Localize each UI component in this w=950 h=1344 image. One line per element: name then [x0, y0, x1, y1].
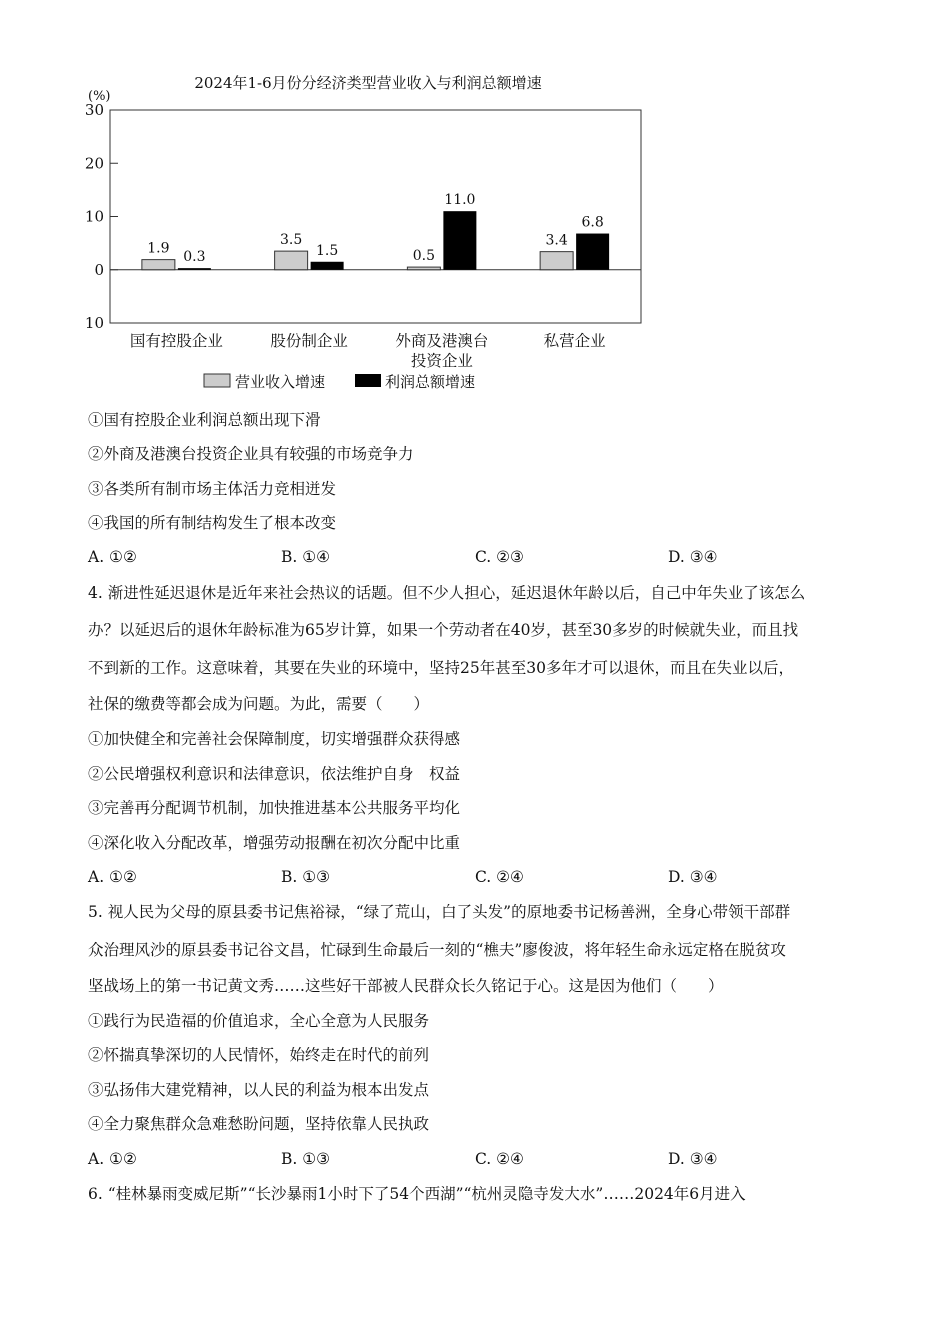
q4-stem-line-4: 社保的缴费等都会成为问题。为此，需要（ ） — [88, 695, 430, 713]
bar-revenue — [142, 260, 175, 270]
y-tick-label: 0 — [94, 260, 104, 279]
q4-stem-line-3: 不到新的工作。这意味着，其要在失业的环境中，坚持25年甚至30多年才可以退休，而且在失业以后， — [88, 659, 794, 677]
bar-profit — [178, 268, 211, 270]
bar-value-label: 0.3 — [183, 249, 206, 266]
q6-stem-line-1: 6. “桂林暴雨变威尼斯”“长沙暴雨1小时下了54个西湖”“杭州灵隐寺发大水”……2024年6月进入 — [88, 1185, 746, 1203]
bar-profit — [311, 262, 344, 270]
q4-option-1: ①加快健全和完善社会保障制度，切实增强群众获得感 — [88, 730, 461, 748]
bar-revenue — [540, 252, 573, 270]
y-tick-label: 20 — [84, 154, 104, 173]
q5-option-3: ③弘扬伟大建党精神，以人民的利益为根本出发点 — [88, 1081, 430, 1099]
plot-frame — [110, 110, 641, 323]
q5-stem-line-1: 5. 视人民为父母的原县委书记焦裕禄，“绿了荒山，白了头发”的原地委书记杨善洲，全身心带领干部群 — [88, 903, 791, 921]
legend-swatch-revenue — [204, 374, 230, 387]
bar-profit — [443, 211, 476, 270]
legend-swatch-profit — [355, 374, 381, 387]
bar-value-label: 11.0 — [444, 192, 476, 209]
q4-stem-line-2: 办？以延迟后的退休年龄标准为65岁计算，如果一个劳动者在40岁，甚至30多岁的时候就失业，而且找 — [88, 621, 799, 639]
q4-option-2: ②公民增强权利意识和法律意识，依法维护自身 权益 — [88, 765, 461, 783]
bar-chart — [0, 0, 950, 400]
legend-label-profit: 利润总额增速 — [385, 373, 476, 391]
category-label: 股份制企业 — [270, 332, 348, 350]
q4-choice-c[interactable]: C. ②④ — [475, 868, 524, 886]
q4-choice-d[interactable]: D. ③④ — [668, 868, 718, 886]
bar-value-label: 0.5 — [412, 248, 436, 265]
bar-value-label: 1.5 — [315, 242, 339, 259]
q5-choice-d[interactable]: D. ③④ — [668, 1150, 718, 1168]
legend — [204, 373, 475, 391]
q5-choice-a[interactable]: A. ①② — [88, 1150, 137, 1168]
q5-stem-line-3: 坚战场上的第一书记黄文秀……这些好干部被人民群众长久铭记于心。这是因为他们（ ） — [88, 977, 724, 995]
q3-choice-c[interactable]: C. ②③ — [475, 548, 524, 566]
q4-option-4: ④深化收入分配改革，增强劳动报酬在初次分配中比重 — [88, 834, 461, 852]
q4-choice-b[interactable]: B. ①③ — [281, 868, 331, 886]
q3-option-2: ②外商及港澳台投资企业具有较强的市场竞争力 — [88, 445, 414, 463]
bar-value-label: 6.8 — [581, 214, 604, 231]
bar-value-label: 3.4 — [545, 232, 568, 249]
legend-label-revenue: 营业收入增速 — [235, 373, 326, 391]
category-label: 投资企业 — [410, 352, 473, 370]
category-labels — [130, 331, 606, 370]
q3-option-1: ①国有控股企业利润总额出现下滑 — [88, 411, 321, 429]
q5-option-4: ④全力聚焦群众急难愁盼问题，坚持依靠人民执政 — [88, 1115, 430, 1133]
bar-value-label: 3.5 — [279, 232, 303, 249]
category-label: 国有控股企业 — [129, 332, 223, 350]
q3-choice-d[interactable]: D. ③④ — [668, 548, 718, 566]
q4-choice-a[interactable]: A. ①② — [88, 868, 137, 886]
y-axis-ticks — [85, 101, 118, 332]
bar-revenue — [407, 267, 440, 270]
y-tick-label: 30 — [84, 101, 104, 119]
q5-choice-c[interactable]: C. ②④ — [475, 1150, 524, 1168]
y-tick-label: 10 — [84, 314, 104, 332]
category-label: 私营企业 — [543, 332, 606, 350]
bar-profit — [576, 234, 609, 270]
q4-option-3: ③完善再分配调节机制，加快推进基本公共服务平均化 — [88, 799, 461, 817]
q3-option-4: ④我国的所有制结构发生了根本改变 — [88, 514, 337, 532]
q5-option-1: ①践行为民造福的价值追求，全心全意为人民服务 — [88, 1012, 430, 1030]
bars-group — [142, 192, 609, 270]
q3-choice-a[interactable]: A. ①② — [88, 548, 137, 566]
q5-option-2: ②怀揣真挚深切的人民情怀，始终走在时代的前列 — [88, 1046, 430, 1064]
bar-value-label: 1.9 — [147, 240, 170, 257]
chart-title: 2024年1-6月份分经济类型营业收入与利润总额增速 — [194, 74, 542, 92]
category-label: 外商及港澳台 — [395, 332, 489, 350]
y-tick-label: 10 — [84, 207, 104, 226]
q5-stem-line-2: 众治理风沙的原县委书记谷文昌，忙碌到生命最后一刻的“樵夫”廖俊波，将年轻生命永远定格在脱贫攻 — [88, 941, 786, 959]
q4-stem-line-1: 4. 渐进性延迟退休是近年来社会热议的话题。但不少人担心，延迟退休年龄以后，自己中年失业了该怎么 — [88, 584, 806, 602]
y-axis-unit-label: (%) — [88, 89, 111, 104]
bar-revenue — [275, 251, 308, 270]
q5-choice-b[interactable]: B. ①③ — [281, 1150, 331, 1168]
q3-choice-b[interactable]: B. ①④ — [281, 548, 331, 566]
q3-option-3: ③各类所有制市场主体活力竞相迸发 — [88, 480, 337, 498]
